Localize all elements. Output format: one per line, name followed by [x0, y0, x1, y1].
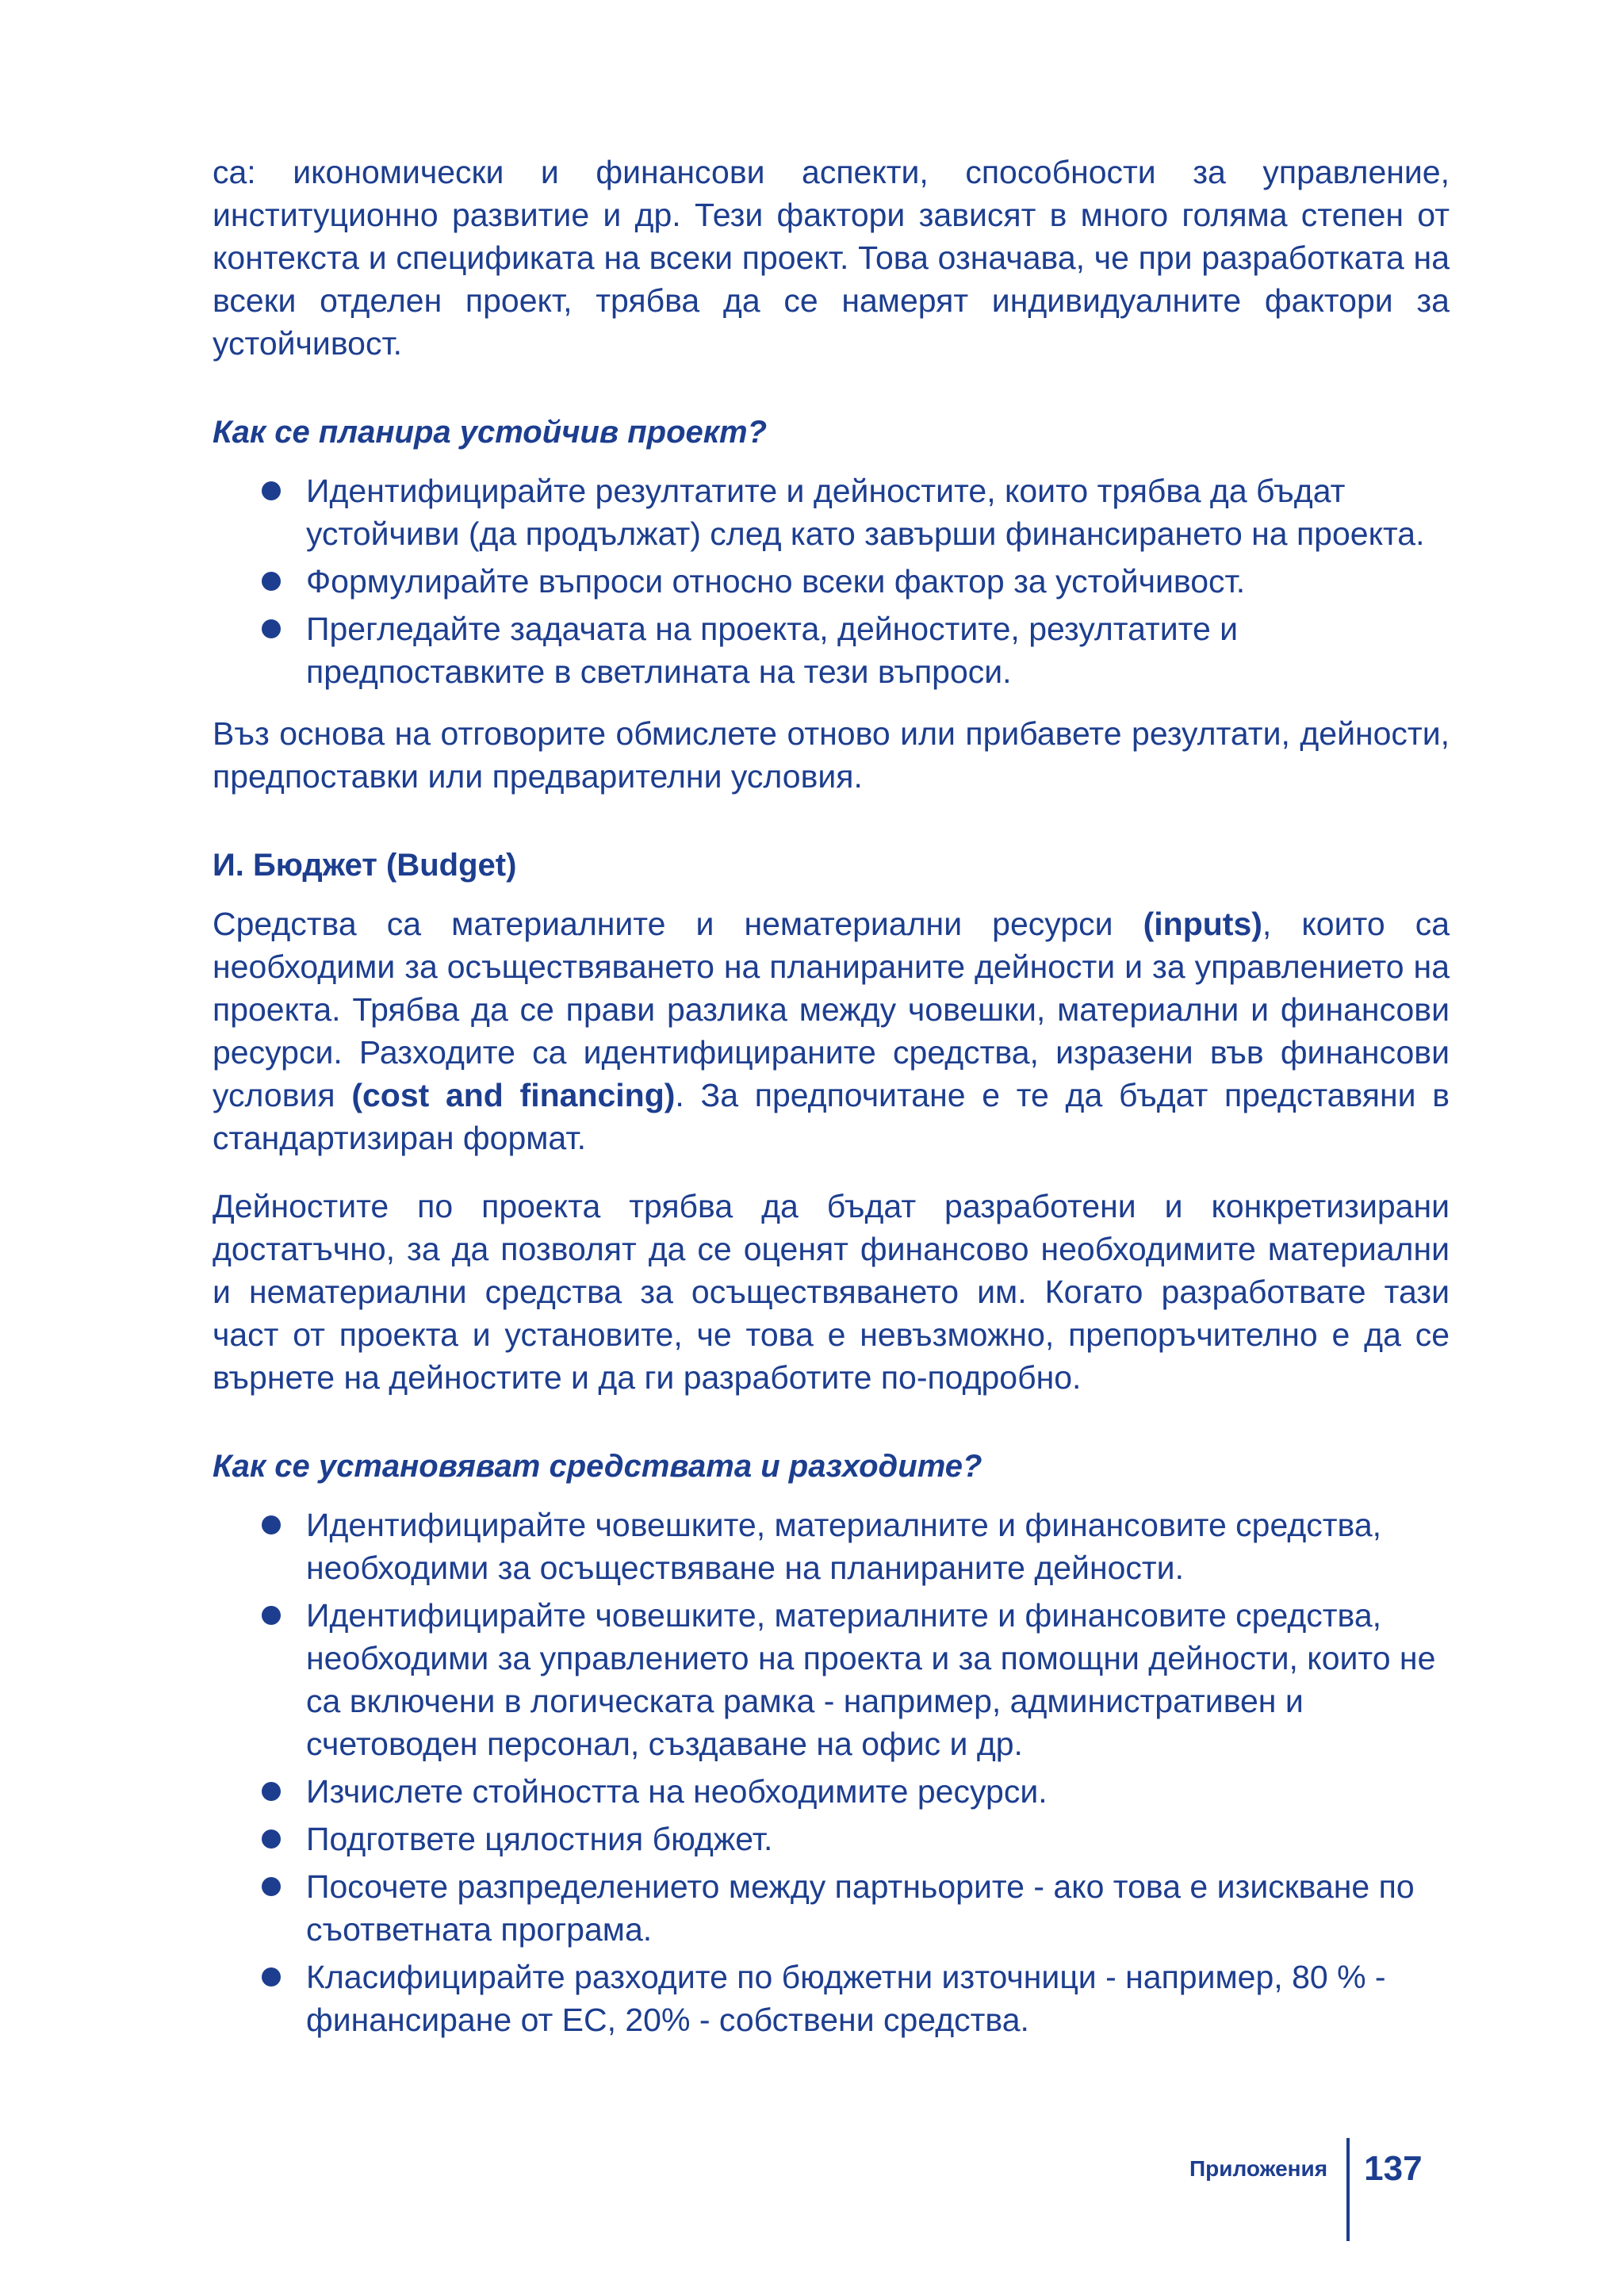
bullet-icon: [262, 572, 281, 591]
list-item: Идентифицирайте човешките, материалните и финансовите средства, необходими за управлението на проекта и за помощни дейности, които не са включени в логическата рамка - например, административен и счетоводен персонал, създаване на офис и др.: [213, 1594, 1450, 1765]
footer-section-label: Приложения: [1189, 2156, 1328, 2181]
page-number: 137: [1364, 2149, 1423, 2188]
bullet-icon: [262, 1782, 281, 1801]
bullet-icon: [262, 619, 281, 638]
sustainability-conclusion: Въз основа на отговорите обмислете отново или прибавете резултати, дейности, предпоставки или предварителни условия.: [213, 715, 1450, 795]
resources-heading: Как се установяват средствата и разходите?: [213, 1449, 982, 1484]
budget-paragraph-1: Средства са материалните и нематериални ресурси (inputs), които са необходими за осъществяването на планираните дейности и за управлението на проекта. Трябва да се прави разлика между човешки, материални и финансови ресурси. Разходите са идентифицираните средства, изразени във финансови условия (cost and financing). За предпочитане е те да бъдат представяни в стандартизиран формат.: [213, 906, 1450, 1156]
list-item: Подгответе цялостния бюджет.: [213, 1818, 1450, 1860]
page-footer: [1189, 2138, 1423, 2241]
intro-paragraph: са: икономически и финансови аспекти, способности за управление, институционно развитие и др. Тези фактори зависят в много голяма степен от контекста и спецификата на всеки проект. Това означава, че при разработката на всеки отделен проект, трябва да се намерят индивидуалните фактори за устойчивост.: [213, 154, 1450, 362]
bullet-icon: [262, 1515, 281, 1534]
list-item: Прегледайте задачата на проекта, дейностите, резултатите и предпоставките в светлината на тези въпроси.: [213, 607, 1450, 693]
budget-heading: И. Бюджет (Budget): [213, 848, 517, 883]
bullet-icon: [262, 1606, 281, 1625]
page-content: [213, 151, 1450, 2046]
list-item: Изчислете стойността на необходимите ресурси.: [213, 1770, 1450, 1813]
bullet-icon: [262, 1967, 281, 1987]
bullet-icon: [262, 1829, 281, 1849]
bullet-icon: [262, 481, 281, 500]
sustainability-heading: Как се планира устойчив проект?: [213, 415, 768, 450]
footer-divider: [1346, 2138, 1350, 2241]
list-item: Формулирайте въпроси относно всеки фактор за устойчивост.: [213, 560, 1450, 603]
list-item: Посочете разпределението между партньорите - ако това е изискване по съответната програма.: [213, 1865, 1450, 1951]
list-item: Идентифицирайте човешките, материалните и финансовите средства, необходими за осъществяване на планираните дейности.: [213, 1504, 1450, 1589]
budget-paragraph-2: Дейностите по проекта трябва да бъдат разработени и конкретизирани достатъчно, за да позволят да се оценят финансово необходимите материални и нематериални средства за осъществяването им. Когато разработвате тази част от проекта и установите, че това е невъзможно, препоръчително е да се върнете на дейностите и да ги разработите по-подробно.: [213, 1188, 1450, 1396]
list-item: Идентифицирайте резултатите и дейностите, които трябва да бъдат устойчиви (да продължат) след като завърши финансирането на проекта.: [213, 469, 1450, 555]
bullet-icon: [262, 1877, 281, 1896]
resources-list: [213, 1504, 1450, 2041]
sustainability-list: [213, 469, 1450, 693]
list-item: Класифицирайте разходите по бюджетни източници - например, 80 % - финансиране от ЕС, 20% - собствени средства.: [213, 1956, 1450, 2041]
